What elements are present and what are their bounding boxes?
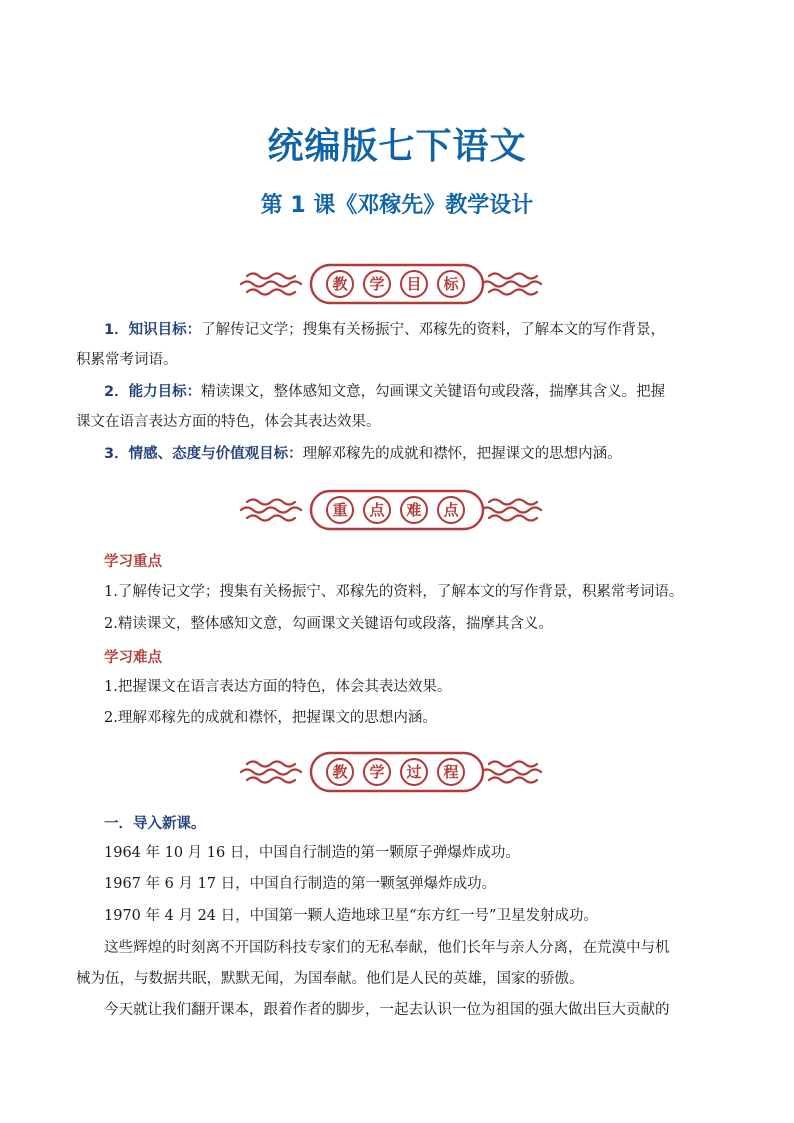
banner-teaching-process — [237, 750, 557, 794]
process-line: 1964 年 10 月 16 日，中国自行制造的第一颗原子弹爆炸成功。 — [104, 845, 520, 861]
banner-teaching-objectives — [237, 262, 557, 306]
difficulty-item: 2.理解邓稼先的成就和襟怀，把握课文的思想内涵。 — [104, 710, 437, 726]
process-line: 1970 年 4 月 24 日，中国第一颗人造地球卫星“东方红一号”卫星发射成功。 — [104, 908, 598, 924]
objective-3 — [104, 444, 622, 464]
banner-wave-decoration — [237, 262, 557, 306]
objective-label: 2．能力目标： — [104, 384, 202, 400]
process-heading: 一．导入新课。 — [104, 816, 206, 832]
objective-label: 3．情感、态度与价值观目标： — [104, 446, 303, 462]
banner-char: 重 — [326, 496, 354, 524]
banner-char: 点 — [437, 496, 465, 524]
banner-wave-decoration — [237, 488, 557, 532]
key-points-heading: 学习重点 — [104, 554, 162, 570]
difficulty-item: 1.把握课文在语言表达方面的特色，体会其表达效果。 — [104, 679, 452, 695]
key-point-item: 1.了解传记文学；搜集有关杨振宁、邓稼先的资料，了解本文的写作背景，积累常考词语。 — [104, 584, 684, 600]
banner-char: 点 — [363, 496, 391, 524]
banner-char: 难 — [400, 496, 428, 524]
intro-paragraph-line: 械为伍，与数据共眠，默默无闻，为国奉献。他们是人民的英雄，国家的骄傲。 — [76, 971, 584, 987]
objective-1-continued: 积累常考词语。 — [76, 352, 178, 368]
objective-1 — [104, 320, 665, 340]
difficulties-heading: 学习难点 — [104, 650, 162, 666]
document-title: 统编版七下语文 — [267, 126, 527, 167]
banner-char: 过 — [400, 758, 428, 786]
intro-paragraph-line: 这些辉煌的时刻离不开国防科技专家们的无私奉献，他们长年与亲人分离，在荒漠中与机 — [104, 940, 670, 956]
intro-paragraph-line: 今天就让我们翻开课本，跟着作者的脚步，一起去认识一位为祖国的强大做出巨大贡献的 — [104, 1002, 670, 1018]
objective-2 — [104, 382, 665, 402]
banner-char: 标 — [437, 270, 465, 298]
key-point-item: 2.精读课文，整体感知文意，勾画课文关键语句或段落，揣摩其含义。 — [104, 616, 553, 632]
banner-char: 目 — [400, 270, 428, 298]
banner-char: 学 — [363, 758, 391, 786]
objective-text: 精读课文，整体感知文意，勾画课文关键语句或段落，揣摩其含义。把握 — [201, 384, 666, 400]
banner-char: 程 — [437, 758, 465, 786]
objective-label: 1．知识目标： — [104, 322, 202, 338]
objective-2-continued: 课文在语言表达方面的特色，体会其表达效果。 — [76, 414, 381, 430]
process-line: 1967 年 6 月 17 日，中国自行制造的第一颗氢弹爆炸成功。 — [104, 876, 497, 892]
document-subtitle: 第 1 课《邓稼先》教学设计 — [260, 193, 534, 218]
objective-text: 了解传记文学；搜集有关杨振宁、邓稼先的资料，了解本文的写作背景， — [201, 322, 666, 338]
banner-char: 教 — [326, 270, 354, 298]
banner-wave-decoration — [237, 750, 557, 794]
objective-text: 理解邓稼先的成就和襟怀，把握课文的思想内涵。 — [302, 446, 622, 462]
banner-char: 学 — [363, 270, 391, 298]
banner-key-difficult-points — [237, 488, 557, 532]
banner-char: 教 — [326, 758, 354, 786]
